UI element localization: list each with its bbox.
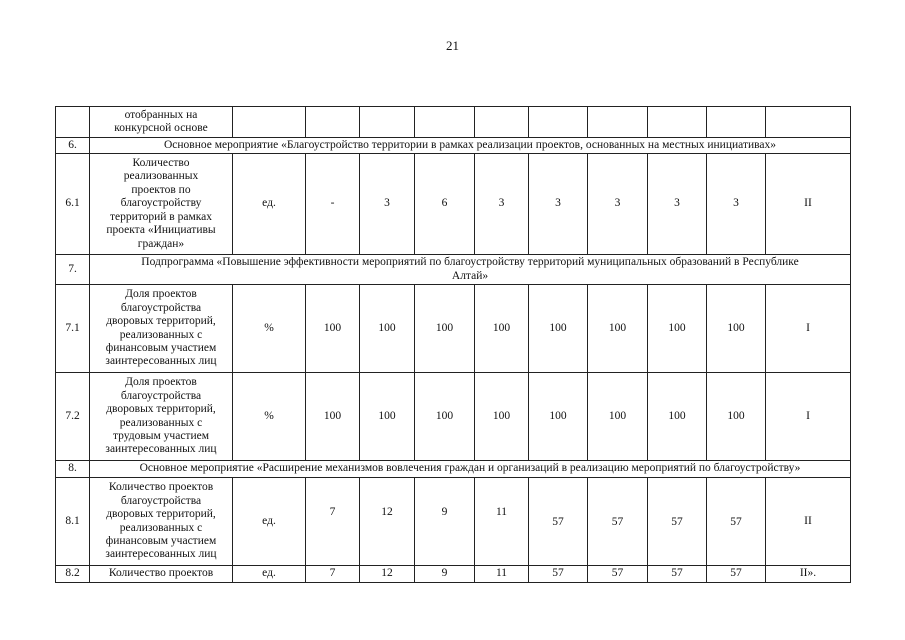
value-cell: 100 [415, 373, 475, 461]
priority-cell [766, 107, 851, 138]
section-title: Основное мероприятие «Расширение механизмов вовлечения граждан и организаций в реализацию мероприятий по благоустройству» [90, 461, 851, 478]
row-number: 7.1 [56, 285, 90, 373]
value-cell [529, 107, 588, 138]
table-row [56, 255, 851, 285]
value-cell: 100 [648, 285, 707, 373]
value-cell: 100 [306, 285, 360, 373]
value-cell: 3 [475, 154, 529, 255]
value-cell: 100 [529, 373, 588, 461]
value-cell [360, 107, 415, 138]
value-cell: 57 [707, 478, 766, 566]
value-cell: 57 [648, 566, 707, 583]
value-cell: 3 [360, 154, 415, 255]
row-number: 6. [56, 138, 90, 154]
value-cell: 57 [648, 478, 707, 566]
priority-cell: II». [766, 566, 851, 583]
unit-cell: ед. [233, 154, 306, 255]
value-cell: 57 [588, 478, 648, 566]
value-cell: 11 [475, 478, 529, 566]
value-cell: 57 [529, 478, 588, 566]
value-cell: 7 [306, 478, 360, 566]
row-number: 8.2 [56, 566, 90, 583]
value-cell [648, 107, 707, 138]
value-cell: 100 [707, 373, 766, 461]
value-cell: 100 [648, 373, 707, 461]
value-cell: 6 [415, 154, 475, 255]
priority-cell: II [766, 154, 851, 255]
value-cell: 12 [360, 478, 415, 566]
table-body [56, 107, 851, 583]
indicator-name: Количество проектов [90, 566, 233, 583]
value-cell: 100 [475, 285, 529, 373]
row-number [56, 107, 90, 138]
value-cell [588, 107, 648, 138]
indicator-name: Количество проектов благоустройства дворовых территорий, реализованных с финансовым участием заинтересованных лиц [90, 478, 233, 566]
value-cell: 3 [648, 154, 707, 255]
value-cell: 57 [588, 566, 648, 583]
value-cell: 100 [707, 285, 766, 373]
priority-cell: I [766, 373, 851, 461]
table-row [56, 566, 851, 583]
value-cell: 100 [415, 285, 475, 373]
unit-cell [233, 107, 306, 138]
indicators-table [55, 106, 851, 583]
value-cell: 100 [306, 373, 360, 461]
table-row [56, 107, 851, 138]
priority-cell: II [766, 478, 851, 566]
table-row [56, 461, 851, 478]
table-row [56, 478, 851, 566]
value-cell: 3 [588, 154, 648, 255]
table-row [56, 154, 851, 255]
page-number: 21 [446, 38, 459, 53]
row-number: 7.2 [56, 373, 90, 461]
value-cell: 100 [588, 285, 648, 373]
unit-cell: % [233, 285, 306, 373]
section-title: Подпрограмма «Повышение эффективности мероприятий по благоустройству территорий муниципальных образований в Республике Алтай» [90, 255, 851, 285]
row-number: 6.1 [56, 154, 90, 255]
value-cell: 12 [360, 566, 415, 583]
table-row [56, 373, 851, 461]
row-number: 7. [56, 255, 90, 285]
section-title: Основное мероприятие «Благоустройство территории в рамках реализации проектов, основанных на местных инициативах» [90, 138, 851, 154]
table-row [56, 138, 851, 154]
row-number: 8. [56, 461, 90, 478]
indicator-name: Доля проектов благоустройства дворовых территорий, реализованных с трудовым участием заинтересованных лиц [90, 373, 233, 461]
value-cell [415, 107, 475, 138]
value-cell: 57 [707, 566, 766, 583]
value-cell [475, 107, 529, 138]
indicator-name: отобранных на конкурсной основе [90, 107, 233, 138]
value-cell [707, 107, 766, 138]
value-cell: 100 [529, 285, 588, 373]
value-cell [306, 107, 360, 138]
row-number: 8.1 [56, 478, 90, 566]
indicator-name: Количество реализованных проектов по благоустройству территорий в рамках проекта «Инициативы граждан» [90, 154, 233, 255]
priority-cell: I [766, 285, 851, 373]
value-cell: 3 [529, 154, 588, 255]
unit-cell: ед. [233, 478, 306, 566]
value-cell: 100 [360, 373, 415, 461]
value-cell: 3 [707, 154, 766, 255]
value-cell: - [306, 154, 360, 255]
table-row [56, 285, 851, 373]
value-cell: 7 [306, 566, 360, 583]
value-cell: 100 [588, 373, 648, 461]
indicator-name: Доля проектов благоустройства дворовых территорий, реализованных с финансовым участием заинтересованных лиц [90, 285, 233, 373]
value-cell: 100 [475, 373, 529, 461]
value-cell: 57 [529, 566, 588, 583]
value-cell: 11 [475, 566, 529, 583]
value-cell: 100 [360, 285, 415, 373]
value-cell: 9 [415, 478, 475, 566]
unit-cell: ед. [233, 566, 306, 583]
unit-cell: % [233, 373, 306, 461]
value-cell: 9 [415, 566, 475, 583]
